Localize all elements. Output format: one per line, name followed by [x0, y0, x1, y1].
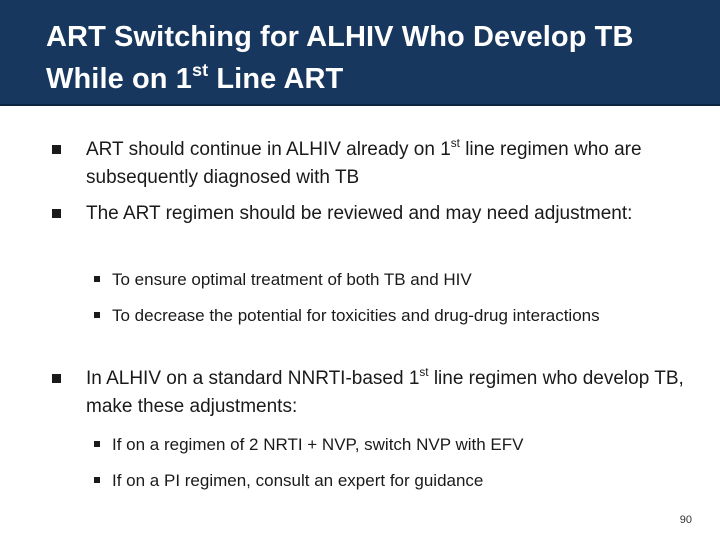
- sub-bullet-text: To decrease the potential for toxicities and drug-drug interactions: [112, 306, 600, 325]
- sub-bullet-nvp-efv: [112, 431, 612, 458]
- superscript: st: [450, 136, 460, 150]
- bullet-nnrti-adjustments: [86, 365, 696, 421]
- title-line-2: [46, 58, 706, 100]
- bullet-text: line regimen who develop TB, make these adjustments:: [86, 368, 684, 417]
- bullet-text: ART should continue in ALHIV already on 1: [86, 139, 451, 160]
- title-line-2-suffix: Line ART: [208, 63, 344, 95]
- bullet-continue-art: [86, 136, 696, 192]
- slide-title: [46, 16, 706, 100]
- small-square-bullet-icon: [94, 441, 100, 447]
- small-square-bullet-icon: [94, 312, 100, 318]
- sub-bullet-toxicities: [112, 302, 612, 329]
- bullet-text: line regimen who are subsequently diagnosed with TB: [86, 139, 642, 188]
- square-bullet-icon: [52, 145, 61, 154]
- bullet-review-regimen: [86, 200, 696, 228]
- page-number: 90: [679, 514, 692, 526]
- small-square-bullet-icon: [94, 276, 100, 282]
- title-superscript: st: [192, 59, 209, 80]
- sub-bullet-text: To ensure optimal treatment of both TB and HIV: [112, 270, 472, 289]
- title-bar: [0, 0, 720, 106]
- square-bullet-icon: [52, 209, 61, 218]
- small-square-bullet-icon: [94, 477, 100, 483]
- superscript: st: [419, 365, 429, 379]
- square-bullet-icon: [52, 374, 61, 383]
- sub-bullet-pi-regimen: [112, 467, 612, 494]
- sub-bullet-text: If on a regimen of 2 NRTI + NVP, switch NVP with EFV: [112, 435, 524, 454]
- sub-bullet-optimal-treatment: [112, 266, 612, 293]
- sub-bullet-text: If on a PI regimen, consult an expert for guidance: [112, 471, 484, 490]
- bullet-text: In ALHIV on a standard NNRTI-based 1: [86, 368, 420, 389]
- title-line-2-prefix: While on 1: [46, 63, 192, 95]
- title-line-1: ART Switching for ALHIV Who Develop TB: [46, 21, 634, 53]
- bullet-text: The ART regimen should be reviewed and may need adjustment:: [86, 203, 633, 224]
